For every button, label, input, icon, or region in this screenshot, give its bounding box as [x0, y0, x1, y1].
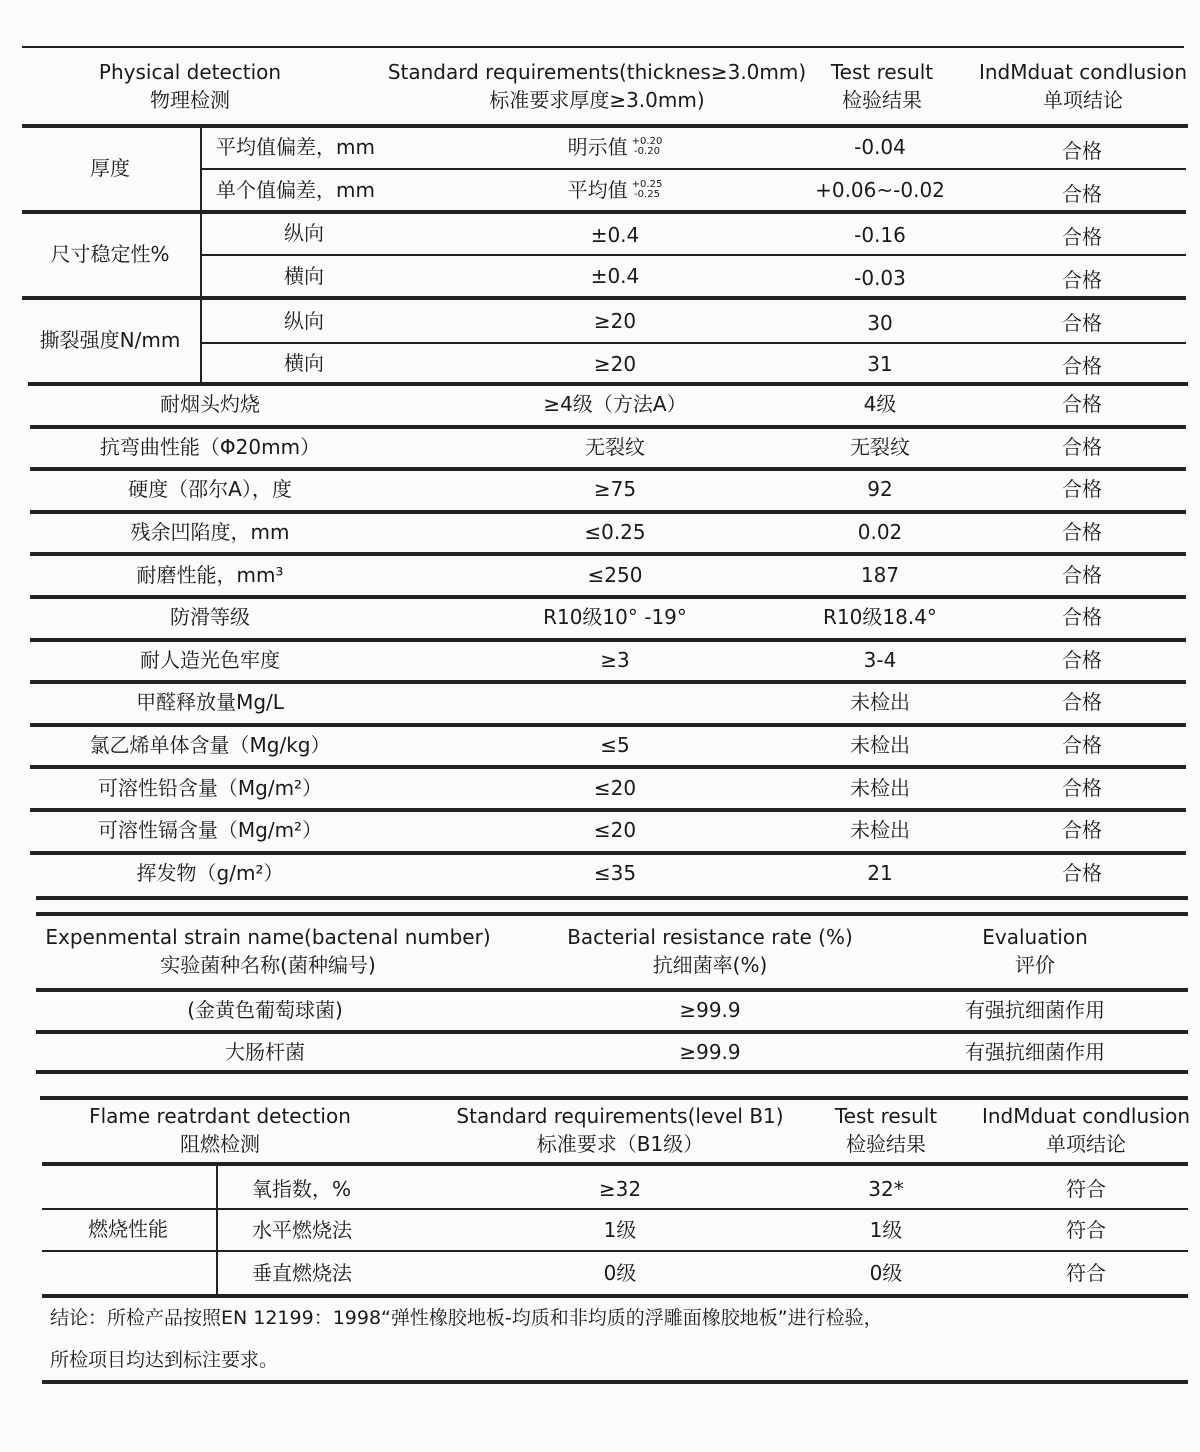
test-result: 未检出 [850, 818, 910, 843]
sub-item: 平均值偏差，mm [216, 135, 375, 159]
page-bottom-rule [42, 1380, 1188, 1384]
test-result: 30 [867, 311, 893, 335]
conclusion: 合格 [1062, 775, 1102, 800]
item-name: 挥发物（g/m²） [136, 860, 284, 885]
physical-header-result [800, 52, 964, 120]
bacterial-bottom-rule [36, 1070, 1188, 1074]
strain-name: (金黄色葡萄球菌) [187, 998, 343, 1022]
conclusion: 合格 [1062, 311, 1102, 335]
header-zh: 标准要求（B1级） [536, 1132, 704, 1156]
header-zh: 检验结果 [846, 1132, 926, 1156]
bacterial-header-strain [38, 918, 498, 984]
conclusion: 合格 [1062, 818, 1102, 843]
standard-value: 0级 [603, 1261, 637, 1285]
strain-name: 大肠杆菌 [225, 1040, 305, 1064]
standard-value: ≤20 [593, 818, 637, 843]
test-result: -0.16 [854, 223, 906, 247]
header-zh: 标准要求厚度≥3.0mm) [489, 88, 705, 112]
test-result: 未检出 [850, 775, 910, 800]
standard-value: ≥75 [593, 477, 637, 502]
conclusion: 合格 [1062, 139, 1102, 163]
test-result: 31 [867, 352, 893, 376]
standard-value: ≥3 [600, 647, 630, 672]
item-name: 耐人造光色牢度 [140, 647, 280, 672]
sub-item: 垂直燃烧法 [252, 1261, 352, 1285]
test-result: +0.06~-0.02 [815, 178, 945, 202]
group-name-tear-strength: 撕裂强度N/mm [39, 328, 181, 352]
test-result: 0.02 [857, 520, 903, 545]
physical-top-rule [22, 46, 1184, 48]
sub-item: 横向 [284, 351, 324, 375]
flame-header-standard [450, 1100, 790, 1160]
standard-value: 平均值 +0.25 -0.25 [567, 178, 663, 202]
physical-bottom-rule [36, 896, 1188, 900]
standard-value [480, 682, 750, 723]
item-name: 耐磨性能，mm³ [136, 562, 284, 587]
standard-value: 明示值 +0.20 -0.20 [567, 135, 663, 159]
standard-value: ≤35 [593, 860, 637, 885]
header-zh: 单项结论 [1046, 1132, 1126, 1156]
conclusion: 合格 [1062, 354, 1102, 378]
group-name-dimensional-stability: 尺寸稳定性% [50, 242, 170, 266]
header-zh: 实验菌种名称(菌种编号) [160, 953, 376, 977]
conclusion: 合格 [1062, 647, 1102, 672]
resistance-rate: ≥99.9 [679, 998, 741, 1022]
standard-value: ≥32 [598, 1177, 642, 1201]
conclusion: 合格 [1062, 434, 1102, 459]
test-result: 未检出 [850, 733, 910, 758]
bacterial-top-rule [36, 912, 1188, 916]
sub-item: 水平燃烧法 [252, 1218, 352, 1242]
header-zh: 阻燃检测 [180, 1132, 260, 1156]
test-result: 1级 [869, 1218, 903, 1242]
header-en: IndMduat condlusion [978, 60, 1188, 84]
group-name-burning: 燃烧性能 [88, 1217, 168, 1241]
conclusion: 合格 [1062, 225, 1102, 249]
resistance-rate: ≥99.9 [679, 1040, 741, 1064]
header-en: Evaluation [982, 925, 1088, 949]
sub-item: 纵向 [284, 309, 324, 333]
standard-value: ±0.4 [590, 264, 640, 288]
flame-header-result [810, 1100, 962, 1160]
group-name-thickness: 厚度 [90, 156, 130, 180]
tolerance: +0.20 -0.20 [631, 136, 663, 157]
test-result: R10级18.4° [823, 605, 937, 630]
header-en: Expenmental strain name(bactenal number) [45, 925, 491, 949]
test-result: 21 [867, 860, 893, 885]
conclusion: 合格 [1062, 182, 1102, 206]
header-zh: 抗细菌率(%) [652, 953, 768, 977]
test-result: 0级 [869, 1261, 903, 1285]
bacterial-header-evaluation [930, 918, 1140, 984]
standard-value: ≤20 [593, 775, 637, 800]
flame-bottom-rule [42, 1294, 1188, 1298]
item-name: 硬度（邵尔A），度 [128, 477, 292, 502]
header-en: Bacterial resistance rate (%) [567, 925, 853, 949]
test-result: 92 [867, 477, 893, 502]
conclusion: 合格 [1062, 520, 1102, 545]
test-result: 32* [868, 1177, 904, 1201]
header-en: Standard requirements(level B1) [456, 1104, 784, 1128]
conclusion: 合格 [1062, 733, 1102, 758]
standard-value: ≤0.25 [584, 520, 646, 545]
sub-item: 纵向 [284, 221, 324, 245]
test-result: 无裂纹 [850, 434, 910, 459]
physical-header-item [40, 52, 340, 120]
conclusion: 合格 [1062, 268, 1102, 292]
evaluation: 有强抗细菌作用 [965, 998, 1105, 1022]
standard-value: ≤250 [587, 562, 643, 587]
standard-value: ≥20 [593, 309, 637, 333]
group-divider [216, 1164, 218, 1294]
header-zh: 检验结果 [842, 88, 922, 112]
test-result: 4级 [863, 392, 897, 417]
header-en: Test result [834, 1104, 938, 1128]
physical-header-conclusion [976, 52, 1190, 120]
header-zh: 单项结论 [1043, 88, 1123, 112]
bacterial-header-rate [540, 918, 880, 984]
test-result: -0.03 [854, 266, 906, 290]
test-result: 187 [860, 562, 900, 587]
flame-header-item [70, 1100, 370, 1160]
row-rule [42, 1250, 216, 1252]
standard-value: ≤5 [600, 733, 630, 758]
header-zh: 评价 [1015, 953, 1055, 977]
item-name: 防滑等级 [170, 605, 250, 630]
conclusion: 符合 [1066, 1218, 1106, 1242]
header-zh: 物理检测 [150, 88, 230, 112]
physical-header-standard [372, 52, 822, 120]
header-en: Standard requirements(thicknes≥3.0mm) [387, 60, 807, 84]
item-name: 抗弯曲性能（Φ20mm） [99, 434, 321, 459]
standard-value: R10级10° -19° [543, 605, 687, 630]
header-en: Flame reatrdant detection [89, 1104, 351, 1128]
header-en: IndMduat condlusion [981, 1104, 1191, 1128]
sub-item: 单个值偏差，mm [216, 178, 375, 202]
test-result: 3-4 [863, 647, 897, 672]
test-result: 未检出 [850, 690, 910, 715]
tolerance: +0.25 -0.25 [631, 179, 663, 200]
standard-value: ±0.4 [590, 223, 640, 247]
sub-item: 横向 [284, 264, 324, 288]
item-name: 甲醛释放量Mg/L [136, 690, 284, 715]
conclusion: 合格 [1062, 392, 1102, 417]
conclusion: 合格 [1062, 690, 1102, 715]
standard-value: ≥20 [593, 352, 637, 376]
standard-value: 1级 [603, 1218, 637, 1242]
conclusion: 合格 [1062, 562, 1102, 587]
standard-value: 无裂纹 [585, 434, 645, 459]
item-name: 可溶性镉含量（Mg/m²） [97, 818, 323, 843]
item-name: 氯乙烯单体含量（Mg/kg） [89, 733, 331, 758]
test-result: -0.04 [854, 135, 906, 159]
flame-header-conclusion [980, 1100, 1192, 1160]
item-name: 耐烟头灼烧 [160, 392, 260, 417]
conclusion: 符合 [1066, 1177, 1106, 1201]
conclusion-line-1: 结论：所检产品按照EN 12199：1998“弹性橡胶地板-均质和非均质的浮雕面橡胶地板”进行检验， [50, 1307, 883, 1329]
conclusion: 符合 [1066, 1261, 1106, 1285]
header-en: Test result [830, 60, 934, 84]
standard-value: ≥4级（方法A） [543, 392, 687, 417]
sub-item: 氧指数，% [252, 1177, 352, 1201]
header-en: Physical detection [98, 60, 282, 84]
evaluation: 有强抗细菌作用 [965, 1040, 1105, 1064]
conclusion: 合格 [1062, 860, 1102, 885]
conclusion: 合格 [1062, 605, 1102, 630]
conclusion: 合格 [1062, 477, 1102, 502]
conclusion-line-2: 所检项目均达到标注要求。 [50, 1349, 279, 1371]
item-name: 残余凹陷度，mm [130, 520, 290, 545]
item-name: 可溶性铅含量（Mg/m²） [97, 775, 323, 800]
